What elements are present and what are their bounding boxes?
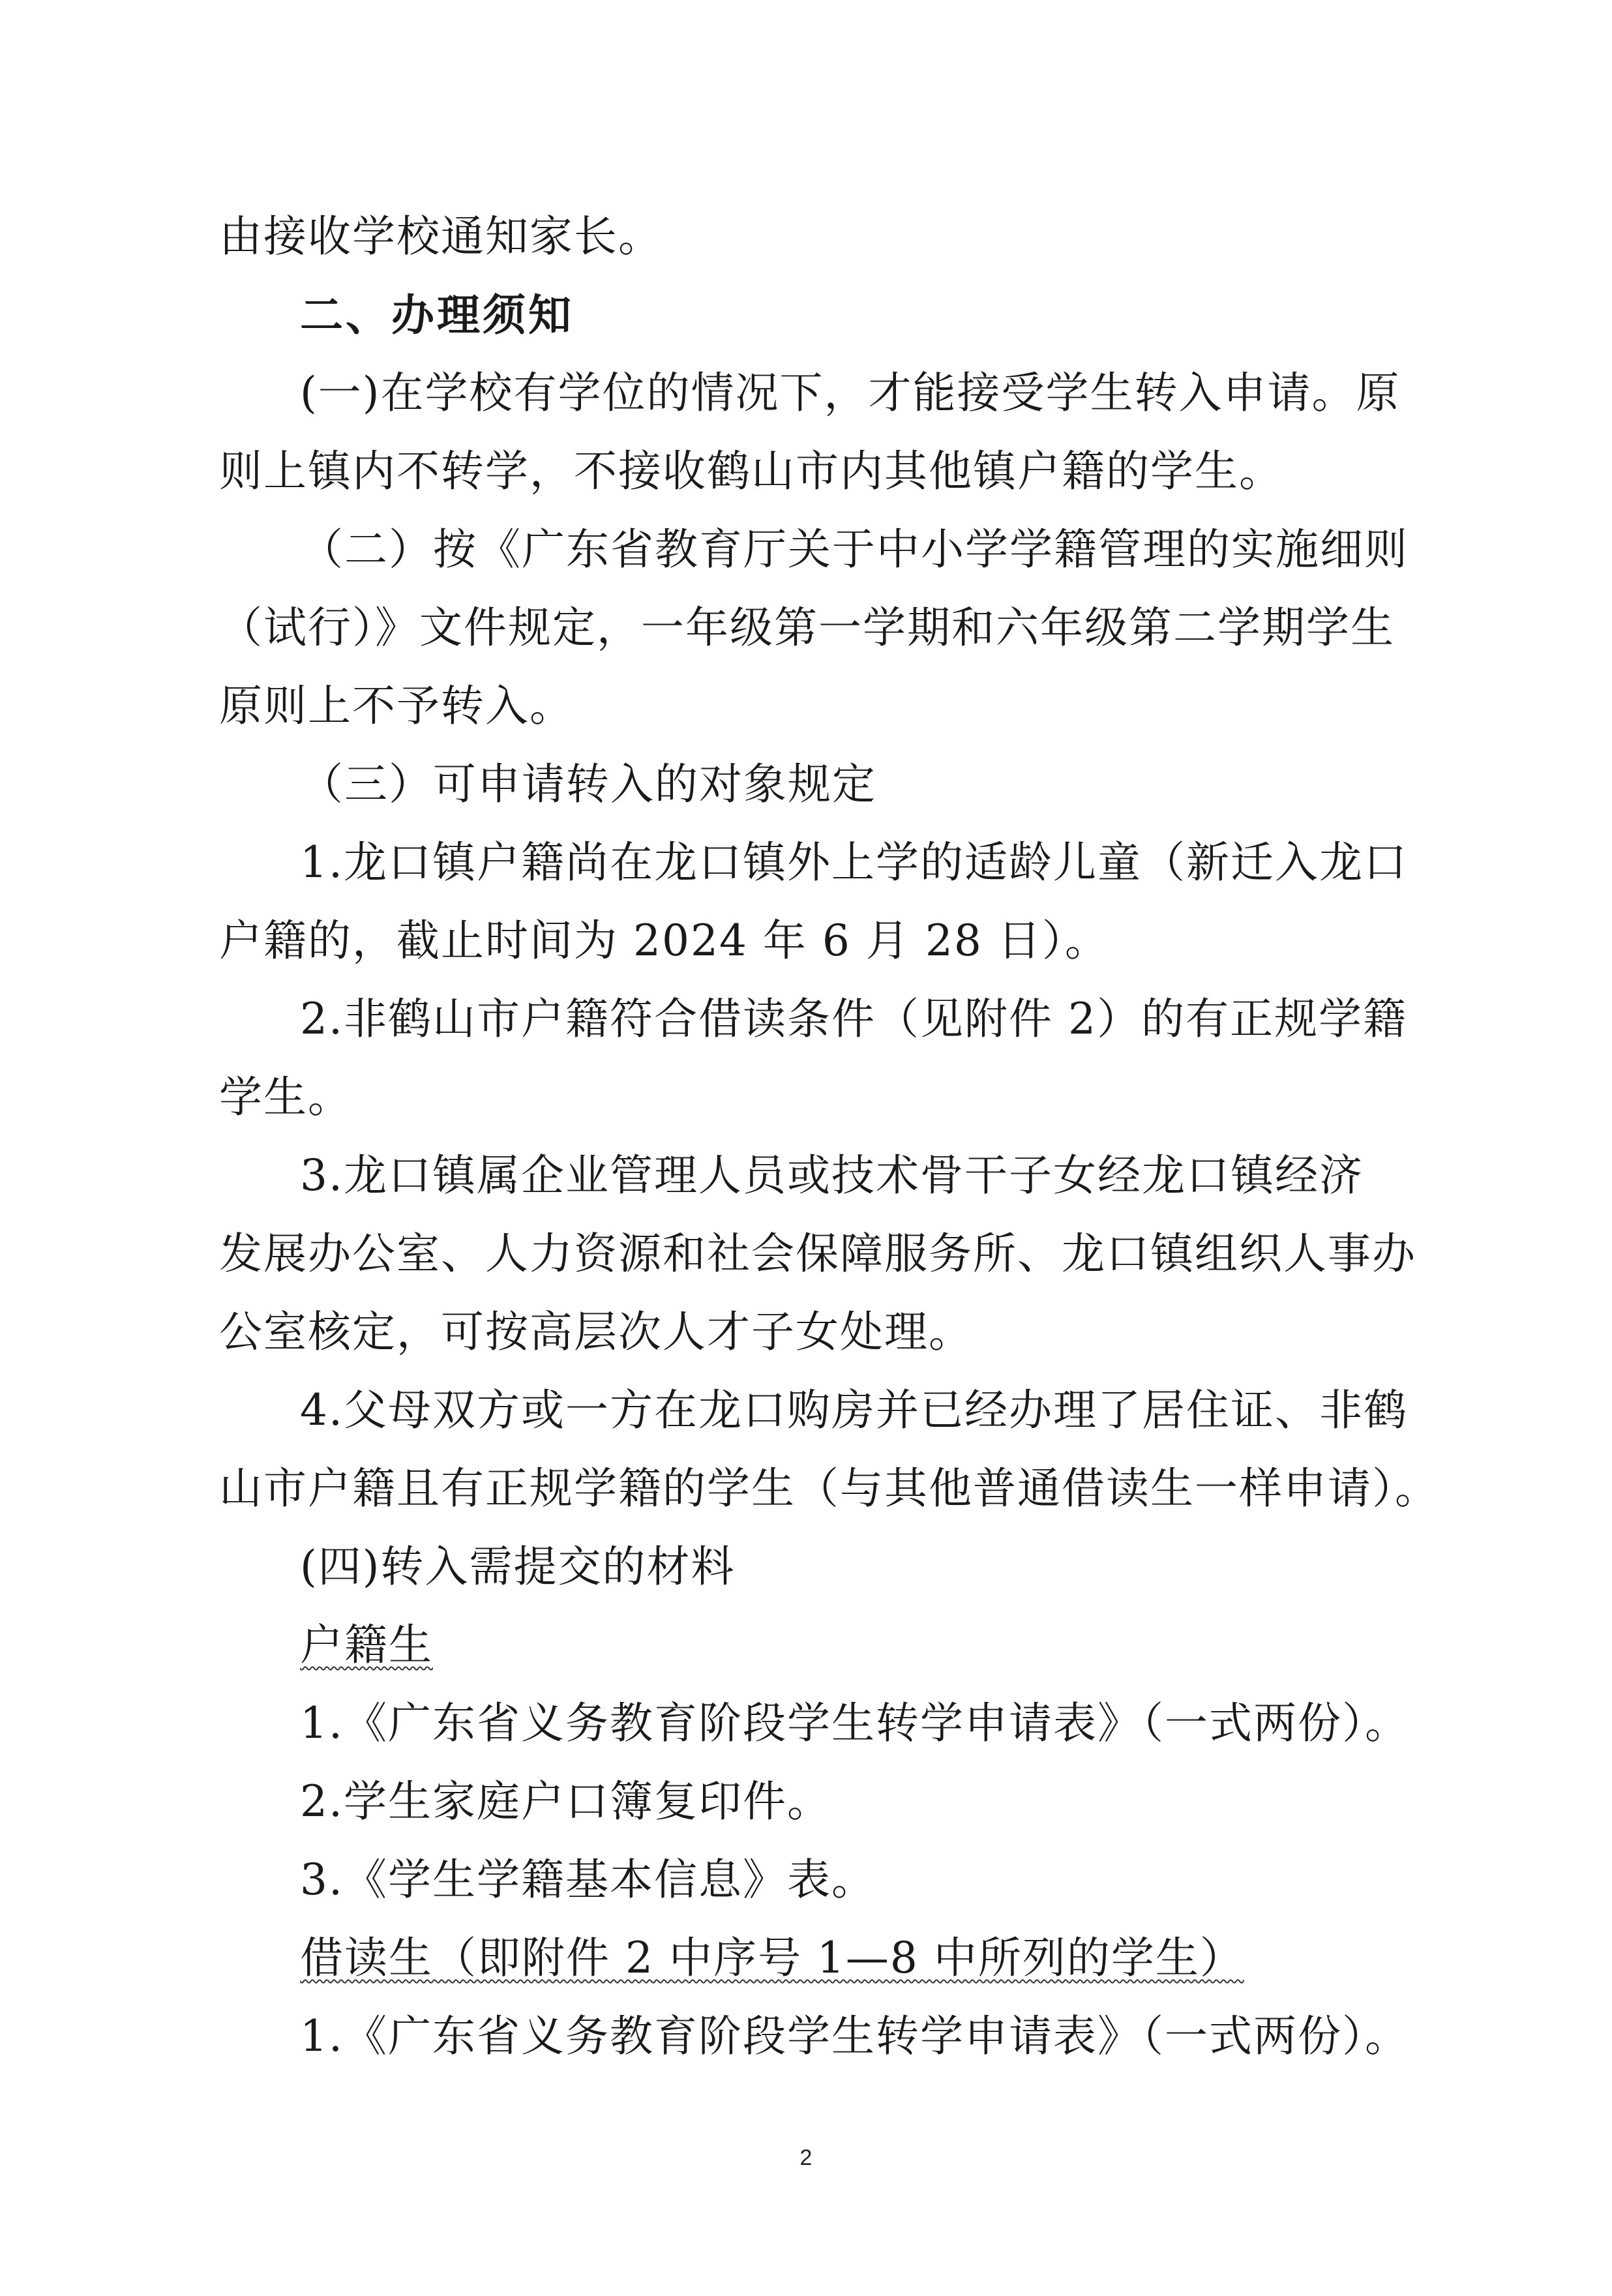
paragraph-line: 4.父母双方或一方在龙口购房并已经办理了居住证、非鹤 (300, 1385, 1408, 1435)
paragraph-line: 由接收学校通知家长。 (219, 211, 663, 261)
section-heading: 二、办理须知 (300, 290, 574, 340)
paragraph-line: 山市户籍且有正规学籍的学生（与其他普通借读生一样申请）。 (219, 1463, 1439, 1513)
paragraph-line: 学生。 (219, 1072, 352, 1122)
subsection-heading: （三）可申请转入的对象规定 (300, 759, 876, 809)
list-item: 2.学生家庭户口簿复印件。 (300, 1776, 831, 1826)
paragraph-line: （试行）》文件规定，一年级第一学期和六年级第二学期学生 (219, 603, 1395, 653)
paragraph-line: 3.龙口镇属企业管理人员或技术骨干子女经龙口镇经济 (300, 1150, 1364, 1200)
paragraph-line: 原则上不予转入。 (219, 681, 574, 731)
paragraph-line: 则上镇内不转学，不接收鹤山市内其他镇户籍的学生。 (219, 446, 1283, 496)
paragraph-line: 公室核定，可按高层次人才子女处理。 (219, 1307, 973, 1357)
category-label-residents: 户籍生 (300, 1620, 433, 1670)
page-number: 2 (799, 2145, 813, 2170)
paragraph-line: （二）按《广东省教育厅关于中小学学籍管理的实施细则 (300, 524, 1409, 574)
paragraph-line: (一)在学校有学位的情况下，才能接受学生转入申请。原 (300, 368, 1401, 418)
list-item: 1.《广东省义务教育阶段学生转学申请表》（一式两份）。 (300, 2011, 1409, 2061)
subsection-heading: (四)转入需提交的材料 (300, 1542, 736, 1592)
paragraph-line: 2.非鹤山市户籍符合借读条件（见附件 2）的有正规学籍 (300, 994, 1407, 1044)
list-item: 3.《学生学籍基本信息》表。 (300, 1855, 876, 1905)
category-label-transfer-students: 借读生（即附件 2 中序号 1—8 中所列的学生） (300, 1933, 1244, 1983)
list-item: 1.《广东省义务教育阶段学生转学申请表》（一式两份）。 (300, 1698, 1409, 1748)
paragraph-line: 户籍的，截止时间为 2024 年 6 月 28 日）。 (219, 916, 1109, 966)
paragraph-line: 1.龙口镇户籍尚在龙口镇外上学的适龄儿童（新迁入龙口 (300, 837, 1408, 887)
paragraph-line: 发展办公室、人力资源和社会保障服务所、龙口镇组织人事办 (219, 1229, 1416, 1279)
